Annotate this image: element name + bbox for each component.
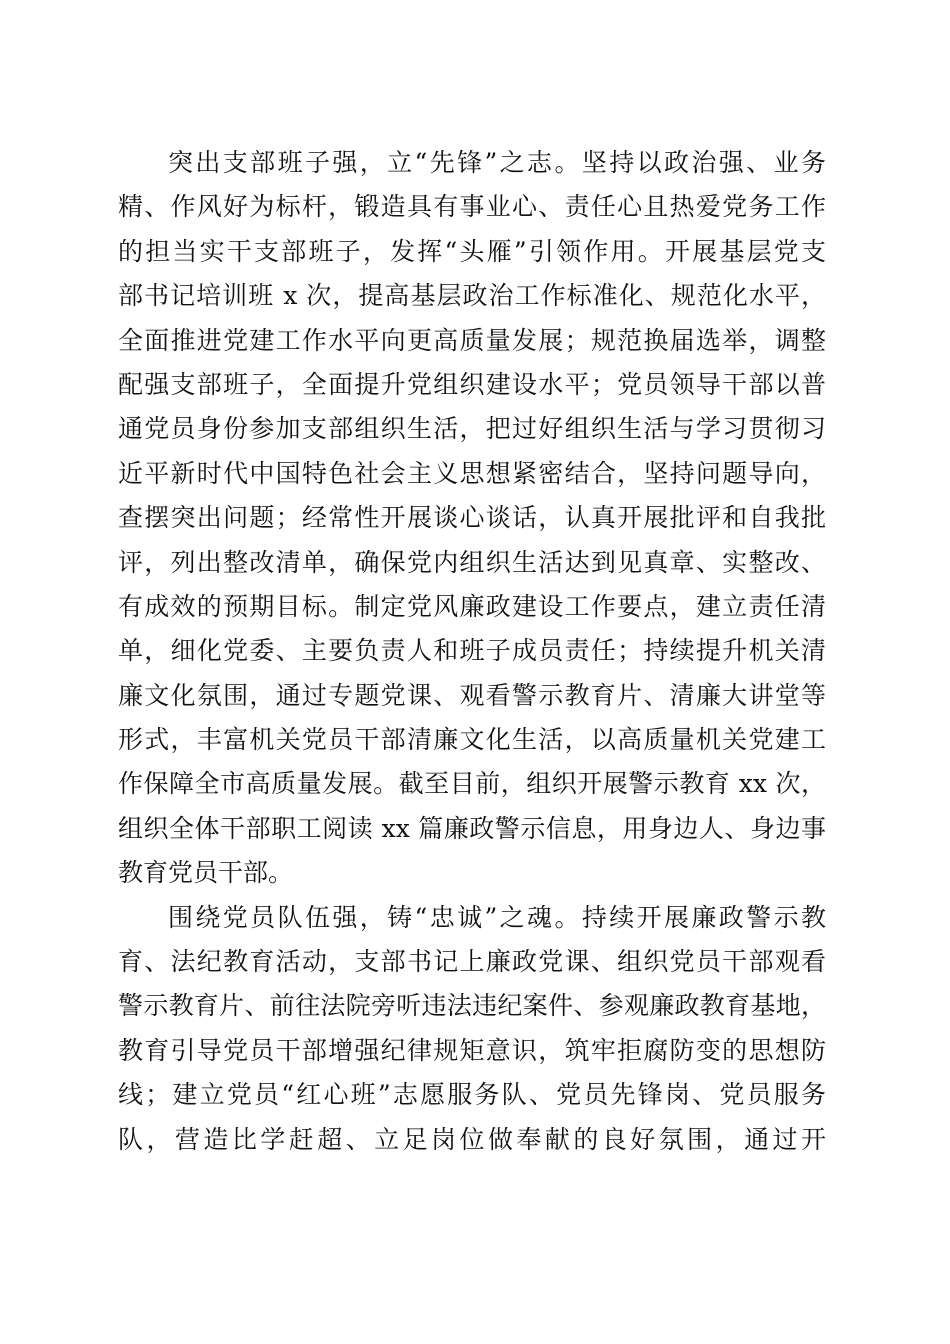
text-line: 线；建立党员“红心班”志愿服务队、党员先锋岗、党员服务 [118, 1080, 826, 1110]
text-line: 近平新时代中国特色社会主义思想紧密结合，坚持问题导向， [118, 458, 826, 488]
text-line: 的担当实干支部班子，发挥“头雁”引领作用。开展基层党支 [118, 236, 826, 266]
paragraph-branch-leadership [118, 141, 826, 896]
text-line: 作保障全市高质量发展。截至目前，组织开展警示教育 xx 次， [118, 769, 826, 799]
text-line: 有成效的预期目标。制定党风廉政建设工作要点，建立责任清 [118, 591, 826, 621]
text-line: 查摆突出问题；经常性开展谈心谈话，认真开展批评和自我批 [118, 503, 826, 533]
text-line: 警示教育片、前往法院旁听违法违纪案件、参观廉政教育基地， [118, 991, 826, 1021]
text-line: 评，列出整改清单，确保党内组织生活达到见真章、实整改、 [118, 547, 826, 577]
text-line: 教育引导党员干部增强纪律规矩意识，筑牢拒腐防变的思想防 [118, 1035, 826, 1065]
text-line: 队，营造比学赶超、立足岗位做奉献的良好氛围，通过开 [118, 1124, 826, 1154]
text-line: 围绕党员队伍强，铸“忠诚”之魂。持续开展廉政警示教 [168, 902, 826, 932]
text-line: 通党员身份参加支部组织生活，把过好组织生活与学习贯彻习 [118, 414, 826, 444]
text-line: 单，细化党委、主要负责人和班子成员责任；持续提升机关清 [118, 636, 826, 666]
text-line: 配强支部班子，全面提升党组织建设水平；党员领导干部以普 [118, 369, 826, 399]
text-line: 全面推进党建工作水平向更高质量发展；规范换届选举，调整 [118, 325, 826, 355]
text-line: 廉文化氛围，通过专题党课、观看警示教育片、清廉大讲堂等 [118, 680, 826, 710]
text-line: 教育党员干部。 [118, 858, 294, 888]
document-body [118, 141, 826, 1162]
text-line: 部书记培训班 x 次，提高基层政治工作标准化、规范化水平， [118, 281, 826, 311]
text-line: 形式，丰富机关党员干部清廉文化生活，以高质量机关党建工 [118, 725, 826, 755]
text-line: 突出支部班子强，立“先锋”之志。坚持以政治强、业务 [168, 148, 826, 177]
text-line: 育、法纪教育活动，支部书记上廉政党课、组织党员干部观看 [118, 947, 826, 977]
text-line: 组织全体干部职工阅读 xx 篇廉政警示信息，用身边人、身边事 [118, 813, 826, 843]
paragraph-party-member-team [118, 896, 826, 1162]
text-line: 精、作风好为标杆，锻造具有事业心、责任心且热爱党务工作 [118, 192, 826, 222]
